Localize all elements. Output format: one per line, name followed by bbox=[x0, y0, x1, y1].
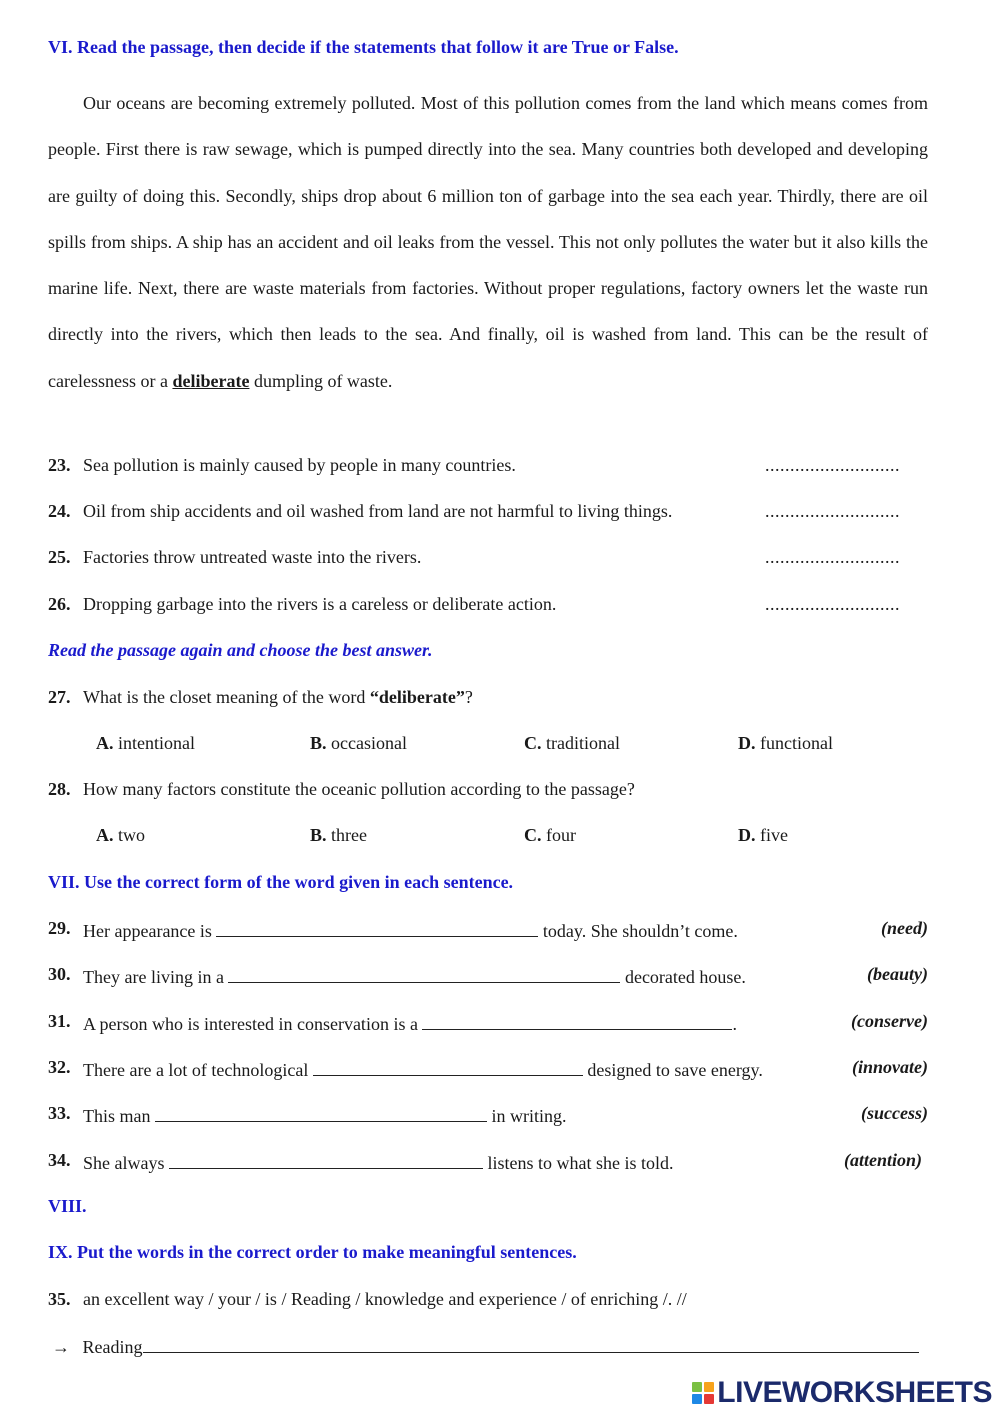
answer-start-word: Reading bbox=[82, 1337, 143, 1357]
question-number: 28. bbox=[48, 779, 71, 799]
option-text: three bbox=[331, 825, 367, 845]
option-c[interactable] bbox=[524, 733, 620, 754]
option-text: five bbox=[760, 825, 788, 845]
sentence bbox=[83, 1150, 673, 1174]
option-letter: B. bbox=[310, 825, 327, 845]
sentence-end: decorated house. bbox=[624, 967, 746, 987]
sentence-start: A person who is interested in conservation is a bbox=[83, 1014, 418, 1034]
arrow-icon: → bbox=[52, 1337, 70, 1357]
section-9-heading: IX. Put the words in the correct order to make meaningful sentences. bbox=[48, 1242, 577, 1262]
word-form-30 bbox=[48, 964, 928, 992]
scrambled-words: an excellent way / your / is / Reading / knowledge and experience / of enriching /. // bbox=[83, 1289, 687, 1309]
statement-text: Dropping garbage into the rivers is a careless or deliberate action. bbox=[83, 594, 557, 614]
question-number: 23. bbox=[48, 455, 71, 475]
question-text bbox=[83, 687, 473, 708]
answer-blank[interactable] bbox=[228, 964, 620, 983]
question-27 bbox=[48, 687, 928, 715]
passage-keyword: deliberate bbox=[172, 370, 250, 391]
question-28-options bbox=[48, 825, 928, 853]
option-c[interactable] bbox=[524, 825, 576, 846]
option-text: two bbox=[118, 825, 145, 845]
statement-text: Oil from ship accidents and oil washed from land are not harmful to living things. bbox=[83, 501, 673, 521]
option-a[interactable] bbox=[96, 825, 145, 846]
liveworksheets-logo-icon bbox=[692, 1382, 714, 1404]
option-text: four bbox=[546, 825, 576, 845]
word-form-29 bbox=[48, 918, 928, 946]
option-b[interactable] bbox=[310, 733, 407, 754]
option-text: occasional bbox=[331, 733, 407, 753]
reorder-35 bbox=[48, 1289, 928, 1317]
question-number: 35. bbox=[48, 1289, 71, 1309]
sentence-end: designed to save energy. bbox=[587, 1060, 763, 1080]
answer-field[interactable]: ........................... bbox=[765, 594, 900, 614]
option-text: intentional bbox=[118, 733, 195, 753]
question-number: 34. bbox=[48, 1150, 71, 1170]
question-text-part: What is the closet meaning of the word bbox=[83, 687, 370, 707]
question-number: 29. bbox=[48, 918, 71, 938]
sentence-start: She always bbox=[83, 1153, 165, 1173]
option-letter: D. bbox=[738, 825, 756, 845]
question-number: 25. bbox=[48, 547, 71, 567]
question-text-part: ? bbox=[464, 687, 473, 707]
word-hint: (innovate) bbox=[852, 1057, 928, 1077]
question-number: 31. bbox=[48, 1011, 71, 1031]
question-27-options bbox=[48, 733, 928, 761]
section-6-heading: VI. Read the passage, then decide if the statements that follow it are True or False. bbox=[48, 37, 679, 57]
logo-square bbox=[692, 1382, 702, 1392]
sentence-end: today. She shouldn’t come. bbox=[542, 921, 738, 941]
sentence-start: This man bbox=[83, 1106, 151, 1126]
word-form-34 bbox=[48, 1150, 928, 1178]
answer-field[interactable]: ........................... bbox=[765, 547, 900, 567]
option-text: traditional bbox=[546, 733, 620, 753]
sentence bbox=[83, 918, 738, 942]
option-letter: C. bbox=[524, 825, 542, 845]
statement-26 bbox=[48, 594, 928, 622]
liveworksheets-logo bbox=[692, 1376, 992, 1410]
answer-field[interactable]: ........................... bbox=[765, 455, 900, 475]
answer-blank[interactable] bbox=[143, 1334, 919, 1353]
question-28 bbox=[48, 779, 928, 807]
statement-text: Factories throw untreated waste into the rivers. bbox=[83, 547, 422, 567]
statement-text: Sea pollution is mainly caused by people in many countries. bbox=[83, 455, 516, 475]
multiple-choice-subheading: Read the passage again and choose the best answer. bbox=[48, 640, 433, 660]
sentence-start: There are a lot of technological bbox=[83, 1060, 309, 1080]
word-form-32 bbox=[48, 1057, 928, 1085]
word-form-33 bbox=[48, 1103, 928, 1131]
passage-text-part1: Our oceans are becoming extremely polluted. Most of this pollution comes from the land which means comes from people. First there is raw sewage, which is pumped directly into the sea. Many countries both developed and developing are guilty of doing this. Secondly, ships drop about 6 million ton of garbage into the sea each year. Thirdly, there are oil spills from ships. A ship has an accident and oil leaks from the vessel. This not only pollutes the water but it also kills the marine life. Next, there are waste materials from factories. Without proper regulations, factory owners let the waste run directly into the rivers, which then leads to the sea. And finally, oil is washed from land. This can be the result of carelessness or a bbox=[48, 93, 928, 391]
question-number: 30. bbox=[48, 964, 71, 984]
answer-field[interactable]: ........................... bbox=[765, 501, 900, 521]
section-8-heading: VIII. bbox=[48, 1196, 87, 1216]
word-hint: (success) bbox=[861, 1103, 928, 1123]
sentence bbox=[83, 1057, 763, 1081]
option-letter: D. bbox=[738, 733, 756, 753]
sentence-end: listens to what she is told. bbox=[487, 1153, 674, 1173]
statement-24 bbox=[48, 501, 928, 529]
option-d[interactable] bbox=[738, 733, 833, 754]
option-text: functional bbox=[760, 733, 833, 753]
option-letter: A. bbox=[96, 733, 114, 753]
passage-text-part2: dumpling of waste. bbox=[253, 370, 393, 391]
answer-blank[interactable] bbox=[216, 918, 538, 937]
word-hint: (need) bbox=[881, 918, 928, 938]
logo-square bbox=[692, 1394, 702, 1404]
question-text: How many factors constitute the oceanic pollution according to the passage? bbox=[83, 779, 635, 799]
option-d[interactable] bbox=[738, 825, 788, 846]
sentence-end: in writing. bbox=[491, 1106, 567, 1126]
question-number: 24. bbox=[48, 501, 71, 521]
logo-text: LIVEWORKSHEETS bbox=[717, 1376, 992, 1409]
statement-25 bbox=[48, 547, 928, 575]
sentence bbox=[83, 964, 746, 988]
answer-blank[interactable] bbox=[422, 1011, 732, 1030]
reorder-answer-line bbox=[52, 1334, 928, 1362]
question-number: 32. bbox=[48, 1057, 71, 1077]
question-number: 33. bbox=[48, 1103, 71, 1123]
question-keyword: “deliberate” bbox=[369, 687, 465, 707]
word-hint: (attention) bbox=[843, 1150, 922, 1170]
word-hint: (conserve) bbox=[851, 1011, 928, 1031]
logo-square bbox=[704, 1382, 714, 1392]
sentence bbox=[83, 1011, 737, 1035]
question-number: 26. bbox=[48, 594, 71, 614]
reading-passage bbox=[48, 80, 928, 404]
option-letter: C. bbox=[524, 733, 542, 753]
answer-blank[interactable] bbox=[313, 1057, 583, 1076]
option-letter: A. bbox=[96, 825, 114, 845]
sentence-end: . bbox=[732, 1014, 737, 1034]
sentence bbox=[83, 1103, 567, 1127]
option-letter: B. bbox=[310, 733, 327, 753]
word-hint: (beauty) bbox=[867, 964, 928, 984]
section-7-heading: VII. Use the correct form of the word given in each sentence. bbox=[48, 872, 514, 892]
statement-23 bbox=[48, 455, 928, 483]
answer-blank[interactable] bbox=[169, 1150, 483, 1169]
word-form-31 bbox=[48, 1011, 928, 1039]
question-number: 27. bbox=[48, 687, 71, 707]
logo-square bbox=[704, 1394, 714, 1404]
answer-blank[interactable] bbox=[155, 1103, 487, 1122]
option-a[interactable] bbox=[96, 733, 195, 754]
sentence-start: They are living in a bbox=[83, 967, 224, 987]
option-b[interactable] bbox=[310, 825, 367, 846]
sentence-start: Her appearance is bbox=[83, 921, 212, 941]
